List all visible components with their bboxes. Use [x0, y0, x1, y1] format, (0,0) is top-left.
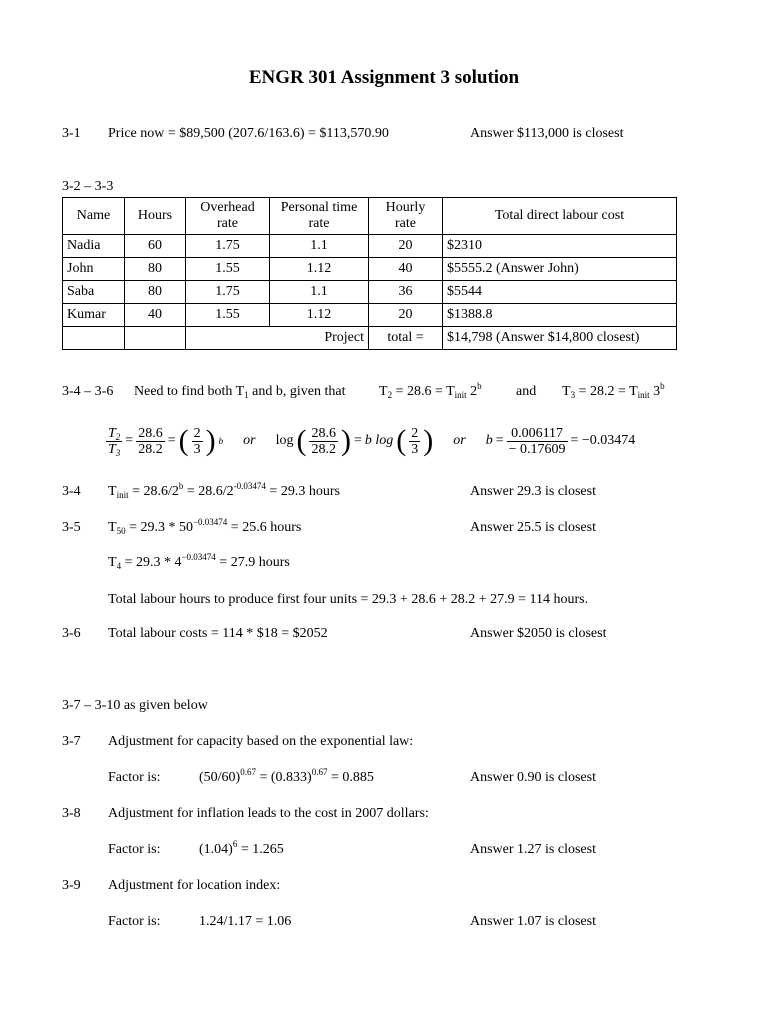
- question-number: 3-9: [62, 878, 81, 893]
- cell-overhead: 1.75: [186, 235, 270, 258]
- fraction-log-right: $\frac{2}{3}$: [411, 425, 419, 457]
- cell-total: $5544: [443, 281, 677, 304]
- question-text: Total labour costs = 114 * $18 = $2052: [108, 626, 328, 641]
- or-text: or: [243, 433, 256, 448]
- header-personal-time-rate: Personal time rate: [270, 198, 369, 235]
- header-name: Name: [63, 198, 125, 235]
- fraction-t2-t3: $\frac{T_2}{T_3}$: [108, 425, 121, 458]
- question-text: $T_{50} = 29.3 * 50^{-0.03474} = 25.6$ hours: [108, 517, 302, 536]
- b-log-text: b log: [364, 433, 394, 448]
- question-number: 3-1: [62, 126, 81, 141]
- cell-hours: 60: [125, 235, 186, 258]
- cell-overhead: 1.55: [186, 304, 270, 327]
- factor-calc: 1.24/1.17 = 1.06: [199, 914, 292, 929]
- cell-total: $2310: [443, 235, 677, 258]
- header-overhead-rate: Overhead rate: [186, 198, 270, 235]
- factor-calc: $(50/60)^{0.67} = (0.833)^{0.67} = 0.885$: [199, 767, 374, 785]
- cell-name: Saba: [63, 281, 125, 304]
- table-row: [63, 258, 677, 281]
- header-hours: Hours: [125, 198, 186, 235]
- answer-text: Answer 1.07 is closest: [470, 914, 596, 929]
- formula-row: $\frac{T_2}{T_3}$ = $\frac{28.6}{28.2}$ = ( $\frac{2}{3}$ ) b or log ( $\frac{28.6}{28.2}$ ) = b log ( $\frac{2}{3}$ ) or b = $\frac{0.006117}{- 0.17609}$ = −0.03474: [108, 424, 636, 458]
- factor-label: Factor is:: [108, 842, 161, 857]
- total-value: $14,798 (Answer $14,800 closest): [443, 327, 677, 350]
- question-text: Adjustment for location index:: [108, 878, 281, 893]
- cell-overhead: 1.75: [186, 281, 270, 304]
- table-header-row: [63, 198, 677, 235]
- question-text: Adjustment for inflation leads to the cost in 2007 dollars:: [108, 806, 429, 821]
- cell-empty: [125, 327, 186, 350]
- question-text: Price now = $89,500 (207.6/163.6) = $113,570.90: [108, 126, 389, 141]
- answer-text: Answer 29.3 is closest: [470, 484, 596, 499]
- question-number: 3-4 – 3-6: [62, 384, 114, 399]
- cell-total: $1388.8: [443, 304, 677, 327]
- table-row: [63, 235, 677, 258]
- labour-cost-table: [62, 197, 677, 350]
- page-title: ENGR 301 Assignment 3 solution: [248, 67, 520, 88]
- cell-total: $5555.2 (Answer John): [443, 258, 677, 281]
- answer-text: Answer 25.5 is closest: [470, 520, 596, 535]
- total-equals: total =: [369, 327, 443, 350]
- question-number: 3-6: [62, 626, 81, 641]
- t4-text: $T_4 = 29.3 * 4^{-0.03474} = 27.9$ hours: [108, 552, 290, 571]
- b-result: = −0.03474: [570, 433, 636, 448]
- and-text: and: [516, 384, 537, 399]
- answer-text: Answer $113,000 is closest: [470, 126, 624, 141]
- cell-hourly: 20: [369, 235, 443, 258]
- cell-name: John: [63, 258, 125, 281]
- or-text: or: [453, 433, 466, 448]
- cell-empty: [186, 327, 270, 350]
- cell-personal: 1.12: [270, 304, 369, 327]
- header-total-cost: Total direct labour cost: [443, 198, 677, 235]
- fraction-b-value: $\frac{0.006117}{- 0.17609}$: [508, 425, 566, 457]
- cell-personal: 1.12: [270, 258, 369, 281]
- fraction-28-6-28-2: $\frac{28.6}{28.2}$: [138, 425, 163, 457]
- cell-name: Kumar: [63, 304, 125, 327]
- question-number: 3-8: [62, 806, 81, 821]
- log-text: log: [275, 433, 294, 448]
- cell-hourly: 20: [369, 304, 443, 327]
- table-row: [63, 304, 677, 327]
- answer-text: Answer 0.90 is closest: [470, 770, 596, 785]
- question-text: Adjustment for capacity based on the exponential law:: [108, 734, 414, 749]
- question-text: $T_{init} = 28.6/2^b = 28.6/2^{-0.03474} = 29.3$ hours: [108, 481, 340, 500]
- cell-hourly: 36: [369, 281, 443, 304]
- b-variable: b: [485, 433, 493, 448]
- cell-hours: 80: [125, 258, 186, 281]
- answer-text: Answer 1.27 is closest: [470, 842, 596, 857]
- header-hourly-rate: Hourly rate: [369, 198, 443, 235]
- factor-label: Factor is:: [108, 914, 161, 929]
- cell-personal: 1.1: [270, 281, 369, 304]
- question-number: 3-4: [62, 484, 81, 499]
- table-total-row: [63, 327, 677, 350]
- cell-name: Nadia: [63, 235, 125, 258]
- fraction-log-left: $\frac{28.6}{28.2}$: [311, 425, 336, 457]
- question-number: 3-7: [62, 734, 81, 749]
- total-hours-text: Total labour hours to produce first four units = 29.3 + 28.6 + 28.2 + 27.9 = 114 hours.: [108, 592, 589, 607]
- factor-calc: $(1.04)^6 = 1.265$: [199, 839, 284, 857]
- factor-label: Factor is:: [108, 770, 161, 785]
- cell-hours: 40: [125, 304, 186, 327]
- equation-t2: $T_2 = 28.6 = T_{init}$ 2$^b$: [379, 381, 482, 400]
- table-row: [63, 281, 677, 304]
- question-number: 3-2 – 3-3: [62, 179, 114, 194]
- cell-overhead: 1.55: [186, 258, 270, 281]
- cell-hourly: 40: [369, 258, 443, 281]
- answer-text: Answer $2050 is closest: [470, 626, 607, 641]
- question-number: 3-5: [62, 520, 81, 535]
- total-label: Project: [270, 327, 369, 350]
- question-text: Need to find both $T_1$ and b, given that: [134, 384, 346, 400]
- cell-personal: 1.1: [270, 235, 369, 258]
- section-heading: 3-7 – 3-10 as given below: [62, 698, 208, 713]
- fraction-2-3: $\frac{2}{3}$: [193, 425, 201, 457]
- cell-hours: 80: [125, 281, 186, 304]
- cell-empty: [63, 327, 125, 350]
- equation-t3: $T_3 = 28.2 = T_{init}$ 3$^b$: [562, 381, 665, 400]
